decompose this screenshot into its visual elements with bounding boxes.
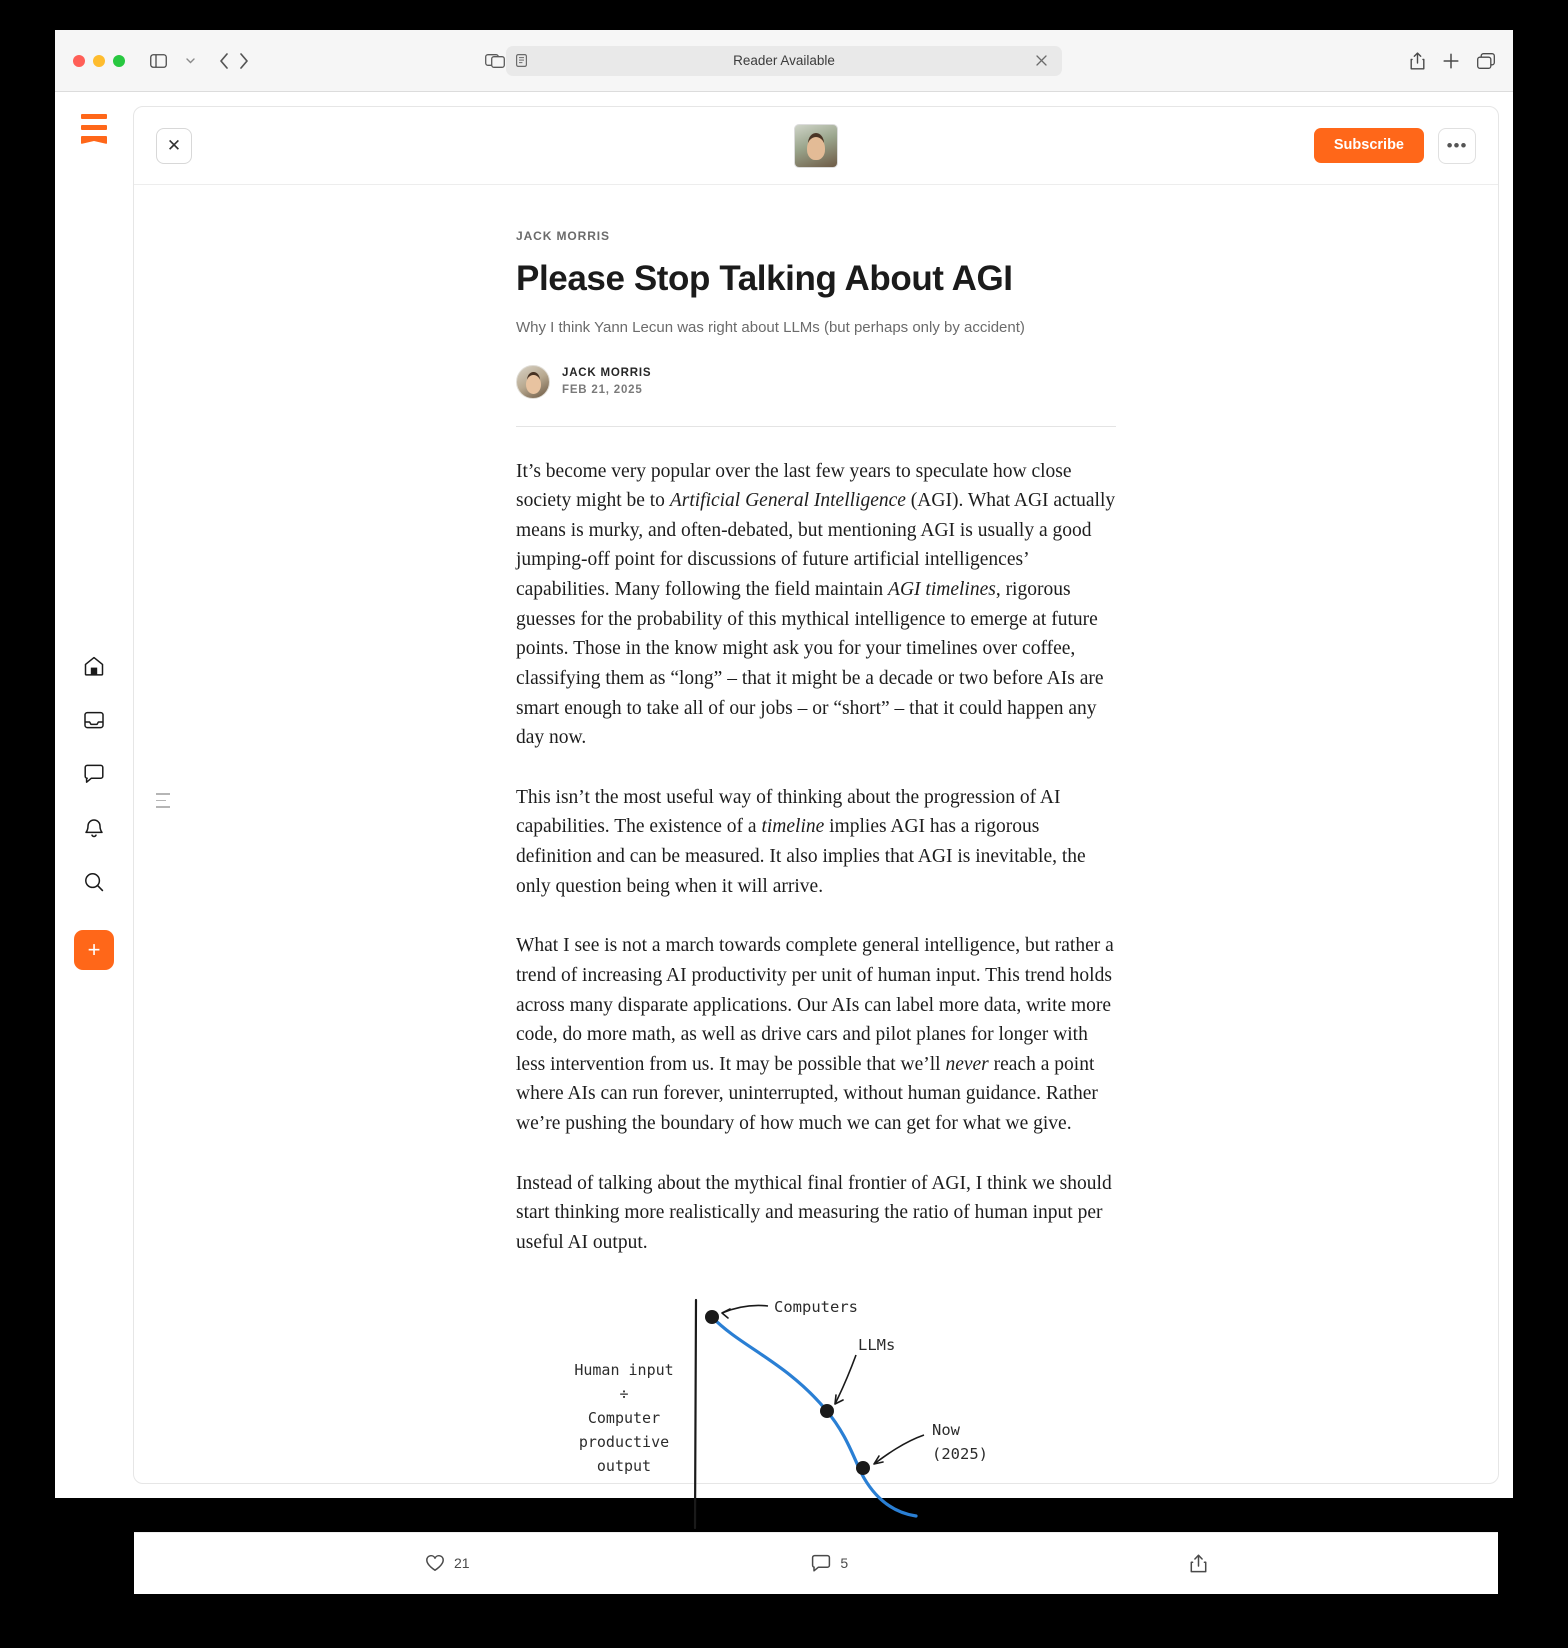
more-options-button[interactable]: ••• — [1438, 128, 1476, 164]
chart-point-llms — [820, 1404, 834, 1418]
article-paragraph-2: This isn’t the most useful way of thinking about the progression of AI capabilities. The existence of a timeline implies AGI has a rigorous definition and can be measured. It also implies that AGI is inevitable, the only question being when it will arrive. — [516, 786, 1086, 897]
comment-icon — [811, 1554, 831, 1572]
divider — [516, 426, 1116, 427]
minimize-window-button[interactable] — [93, 55, 105, 67]
chart-ylabel-line-2: ÷ — [619, 1384, 629, 1403]
avatar[interactable] — [794, 124, 838, 168]
human-input-vs-output-chart — [536, 1292, 1096, 1532]
page-icon — [516, 54, 532, 67]
compose-button[interactable]: + — [74, 930, 114, 970]
sidebar-item-inbox[interactable] — [80, 706, 108, 734]
reader-header — [134, 107, 1498, 185]
sidebar-item-home[interactable] — [80, 652, 108, 680]
chart-ylabel-line-5: output — [596, 1456, 652, 1475]
like-button[interactable] — [425, 1554, 470, 1572]
sidebar-item-notifications[interactable] — [80, 814, 108, 842]
address-bar-text: Reader Available — [733, 53, 835, 68]
heart-icon — [425, 1554, 445, 1572]
publish-date: FEB 21, 2025 — [562, 384, 643, 397]
chart-arrow-llms — [835, 1355, 856, 1404]
titlebar-actions — [1410, 52, 1495, 70]
chart-point-computers — [705, 1310, 719, 1324]
sidebar-icon[interactable] — [143, 48, 173, 74]
publication-avatar-wrap — [134, 124, 1498, 168]
chart-annotation-now: Now — [932, 1420, 960, 1439]
article-scroll-area[interactable] — [134, 185, 1498, 1532]
address-bar[interactable] — [506, 46, 1062, 76]
article — [516, 185, 1116, 1532]
like-count: 21 — [453, 1555, 470, 1571]
reader-mode-icon[interactable] — [485, 53, 505, 69]
article-paragraph-3: What I see is not a march towards complete general intelligence, but rather a trend of increasing AI productivity per unit of human input. This trend holds across many disparate applications. Our AIs can label more data, write more code, do more math, as well as drive cars and pilot planes for longer with less intervention from us. It may be possible that we’ll never reach a point where AIs can run forever, uninterrupted, without human guidance. Rather we’re pushing the boundary of how much we can get for what we give. — [516, 935, 1114, 1134]
app-sidebar — [55, 92, 133, 1498]
close-icon[interactable] — [1036, 55, 1052, 66]
window-controls[interactable] — [73, 55, 125, 67]
addressbar-container — [55, 46, 1513, 76]
chart-y-axis — [695, 1300, 696, 1528]
plus-icon[interactable] — [1443, 53, 1459, 69]
forward-button[interactable] — [239, 53, 249, 69]
reader-panel — [133, 106, 1499, 1571]
byline — [516, 365, 1116, 400]
tab-overview-icon[interactable] — [1477, 53, 1495, 69]
chart-point-now — [856, 1461, 870, 1475]
chart-arrow-now — [874, 1435, 924, 1464]
author-name: JACK MORRIS — [562, 367, 652, 379]
chart-ylabel-line-3: Computer — [587, 1408, 661, 1427]
chart-annotation-computers: Computers — [774, 1297, 858, 1316]
author-avatar[interactable] — [516, 365, 550, 399]
maximize-window-button[interactable] — [113, 55, 125, 67]
sidebar-item-chat[interactable] — [80, 760, 108, 788]
close-window-button[interactable] — [73, 55, 85, 67]
page-title: Please Stop Talking About AGI — [516, 259, 1013, 298]
share-button[interactable] — [1190, 1554, 1207, 1573]
article-figure — [516, 1292, 1116, 1532]
chart-annotation-now-year: (2025) — [932, 1444, 988, 1463]
back-button[interactable] — [219, 53, 229, 69]
share-icon[interactable] — [1410, 52, 1425, 70]
browser-content — [55, 92, 1513, 1571]
chart-annotation-llms: LLMs — [858, 1335, 896, 1354]
chart-ylabel-line-1: Human input — [574, 1360, 674, 1379]
comment-button[interactable] — [811, 1554, 848, 1572]
reader-header-actions — [1314, 128, 1476, 164]
share-icon — [1190, 1554, 1207, 1573]
comment-count: 5 — [840, 1555, 849, 1571]
chevron-down-icon[interactable] — [175, 48, 205, 74]
article-footer — [134, 1532, 1498, 1594]
article-kicker: JACK MORRIS — [516, 229, 610, 243]
browser-titlebar — [55, 30, 1513, 92]
sidebar-item-search[interactable] — [80, 868, 108, 896]
substack-logo-icon[interactable] — [81, 114, 107, 144]
browser-window — [55, 30, 1513, 1571]
chart-ylabel-line-4: productive — [578, 1432, 670, 1451]
article-subtitle: Why I think Yann Lecun was right about LLMs (but perhaps only by accident) — [516, 319, 1025, 337]
close-article-button[interactable]: ✕ — [156, 128, 192, 164]
article-paragraph-4: Instead of talking about the mythical final frontier of AGI, I think we should start thinking more realistically and measuring the ratio of human input per useful AI output. — [516, 1172, 1112, 1253]
subscribe-button[interactable]: Subscribe — [1314, 128, 1424, 163]
article-paragraph-1: It’s become very popular over the last few years to speculate how close society might be to Artificial General Intelligence (AGI). What AGI actually means is murky, and often-debated, but mentioning AGI is usually a good jumping-off point for discussions of future artificial intelligences’ capabilities. Many following the field maintain AGI timelines, rigorous guesses for the probability of this mythical intelligence to emerge at future points. Those in the know might ask you for your timelines over coffee, classifying them as “long” – that it might be a decade or two before AIs are smart enough to take all of our jobs – or “short” – that it could happen any day now. — [516, 460, 1116, 749]
sidebar-nav — [55, 652, 133, 970]
